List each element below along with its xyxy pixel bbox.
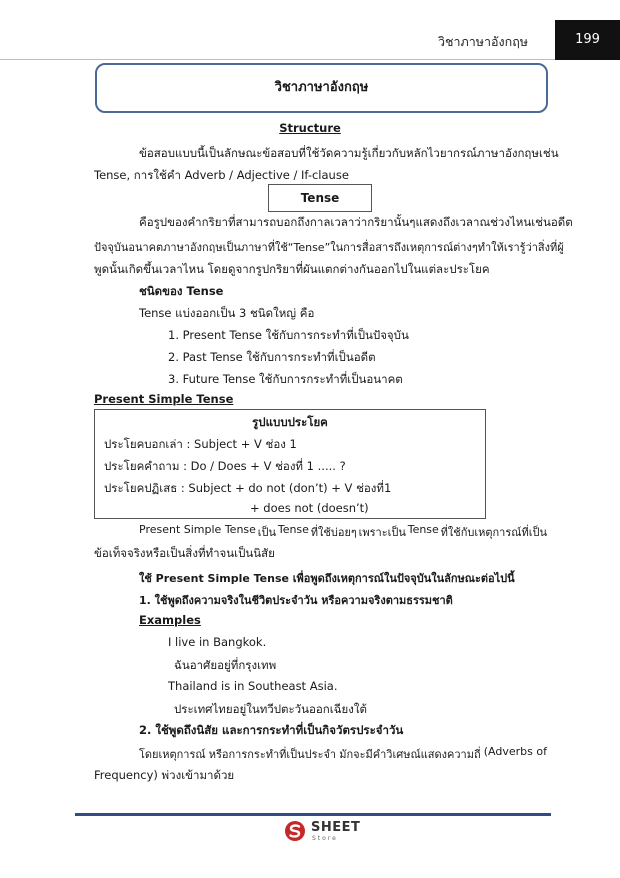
types-item-2: 2. Past Tense ใช้กับการกระทำที่เป็นอดีต xyxy=(168,350,376,364)
present-simple-desc-line1 xyxy=(94,523,547,541)
present-simple-desc-line2: ข้อเท็จจริงหรือเป็นสิ่งที่ทำจนเป็นนิสัย xyxy=(94,546,275,560)
form-negative: ประโยคปฏิเสธ : Subject + do not (don’t) + V ช่องที่1 xyxy=(104,481,392,495)
structure-heading: Structure xyxy=(279,121,341,135)
usage-2-line1 xyxy=(94,745,547,763)
text-segment: ณ xyxy=(479,215,491,229)
header-subject: วิชาภาษาอังกฤษ xyxy=(437,34,528,49)
text-segment: Tense xyxy=(407,523,439,536)
page-number: 199 xyxy=(555,20,620,60)
header-divider xyxy=(0,59,555,60)
text-segment: (Adverbs of xyxy=(483,745,547,758)
text-segment: เช่น xyxy=(531,215,551,229)
example-2-en: Thailand is in Southeast Asia. xyxy=(168,679,338,693)
text-segment: เพราะเป็น xyxy=(358,526,406,539)
types-intro: Tense แบ่งออกเป็น 3 ชนิดใหญ่ คือ xyxy=(139,306,315,320)
usage-2-line2: Frequency) พ่วงเข้ามาด้วย xyxy=(94,768,235,782)
types-item-3: 3. Future Tense ใช้กับการกระทำที่เป็นอนาคต xyxy=(168,372,403,386)
text-segment: ปัจจุบัน xyxy=(94,241,129,254)
text-segment: เช่น xyxy=(538,146,559,160)
sheet-store-logo-icon xyxy=(284,820,306,842)
text-segment: อดีต xyxy=(550,215,573,229)
footer-divider xyxy=(75,813,551,816)
text-segment: เป็น xyxy=(257,526,277,539)
tense-def-line2 xyxy=(94,238,564,256)
text-segment: มักจะมีคำวิเศษณ์แสดงความถี่ xyxy=(339,748,481,761)
text-segment: ช่วงไหน xyxy=(490,215,532,229)
examples-heading: Examples xyxy=(139,613,201,627)
text-segment: ถึงเวลา xyxy=(442,215,480,229)
example-2-th: ประเทศไทยอยู่ในทวีปตะวันออกเฉียงใต้ xyxy=(174,702,367,716)
example-1-en: I live in Bangkok. xyxy=(168,635,267,649)
present-simple-heading: Present Simple Tense xyxy=(94,392,234,406)
text-segment: ที่ใช้บ่อยๆ xyxy=(310,526,357,539)
usage-heading: ใช้ Present Simple Tense เพื่อพูดถึงเหตุการณ์ในปัจจุบันในลักษณะต่อไปนี้ xyxy=(139,572,515,585)
form-affirmative: ประโยคบอกเล่า : Subject + V ช่อง 1 xyxy=(104,437,297,451)
text-segment: Tense xyxy=(277,523,309,536)
sentence-form-title: รูปแบบประโยค xyxy=(252,415,328,429)
example-1-th: ฉันอาศัยอยู่ที่กรุงเทพ xyxy=(174,658,277,672)
structure-paragraph-line1 xyxy=(94,145,559,163)
page-title: วิชาภาษาอังกฤษ xyxy=(274,80,369,95)
tense-def-line3: พูดนั้นเกิดขึ้นเวลาไหน โดยดูจากรูปกริยาที่ผันแตกต่างกันออกไปในแต่ละประโยค xyxy=(94,262,490,276)
form-question: ประโยคคำถาม : Do / Does + V ช่องที่ 1 ..... ? xyxy=(104,459,346,473)
text-segment: โดยเหตุการณ์ xyxy=(139,748,206,761)
text-segment: อนาคตภาษาอังกฤษเป็นภาษาที่ใช้“Tense”ในการสื่อสารถึงเหตุการณ์ต่างๆ xyxy=(128,241,478,254)
structure-paragraph-line2: Tense, การใช้คำ Adverb / Adjective / If-clause xyxy=(94,168,349,182)
types-item-1: 1. Present Tense ใช้กับการกระทำที่เป็นปัจจุบัน xyxy=(168,328,409,342)
usage-1: 1. ใช้พูดถึงความจริงในชีวิตประจำวัน หรือความจริงตามธรรมชาติ xyxy=(139,594,453,607)
text-segment: Present Simple Tense xyxy=(139,523,256,536)
tense-def-line1 xyxy=(94,214,573,232)
text-segment: ภาษาอังกฤษ xyxy=(476,146,539,160)
text-segment: ที่ใช้กับเหตุการณ์ที่เป็น xyxy=(440,526,547,539)
text-segment: คือรูปของคำกริยาที่สามารถบอกถึงกาลเวลาว่ากริยานั้นๆแสดง xyxy=(139,215,443,229)
form-negative-cont: + does not (doesn’t) xyxy=(250,501,369,515)
text-segment: ทำให้เรารู้ว่าสิ่งที่ผู้ xyxy=(477,241,564,254)
text-segment: หรือการกระทำที่เป็นประจำ xyxy=(208,748,337,761)
usage-2: 2. ใช้พูดถึงนิสัย และการกระทำที่เป็นกิจวัตรประจำวัน xyxy=(139,723,404,737)
footer-logo-text: SHEET xyxy=(311,820,361,835)
types-heading: ชนิดของ Tense xyxy=(139,284,224,298)
footer-logo-subtext: Store xyxy=(312,835,338,842)
text-segment: ข้อสอบแบบนี้เป็นลักษณะข้อสอบที่ใช้วัดความรู้เกี่ยวกับหลักไวยากรณ์ xyxy=(139,146,477,160)
tense-box: Tense xyxy=(268,184,372,212)
